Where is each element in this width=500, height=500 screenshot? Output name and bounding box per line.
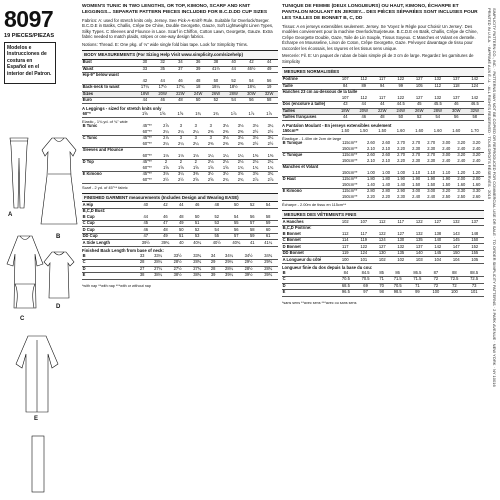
view-c-tunic-drawing (6, 234, 44, 314)
view-c-label: C (20, 316, 25, 322)
table-row: E Kimono 45"** 3⅛ 3¼ 3⅜ 3½ 3½ 3⅝ 3⅝ 3¾ (82, 171, 274, 177)
table-row: D 27 27¼ 27½ 27¾ 28 28¼ 28½ 28¾ (82, 266, 278, 272)
table-row: DD Cup 47 49 51 53 55 57 59 61 (82, 233, 278, 239)
french-fabrics: Tissus: A en jerseys extensibles seulement. Jersey. Se 'Voyez le Règle pour Choisir Un Jersey'. Des modèles conviennent pour la machine Overlock/Surjeteuse. B.C.D.E en Batik, Challis, Crêpe de Chine, Crêpe Georgette Double, Gaze, Toile de Lin Souple, Tissus Soyeux. C Manches et Volant en dentelle. Écharpe en Mousseline, Linon de Coton, Crêpe Georgette, Gaze. Prévoyez davantage de tissu pour raccorder les écossais, les rayures et les tissus sens unique. (282, 23, 478, 51)
scarf-drawing (28, 434, 48, 494)
table-row: Hanches 23 cm au-dessous de la taille (282, 89, 358, 95)
table-row: B Bonnet 112 117 122 127 132 138 143 148 (282, 231, 484, 237)
table-row: D Top 45"** 2 2 2 2⅛ 2⅛ 2⅛ 2⅛ 2¼ (82, 159, 274, 165)
french-pantalon-table (282, 128, 484, 134)
table-row: E 96.5 97 98 98.5 99 100 100 101 (282, 290, 484, 296)
table-row: A Side Length 39½ 39¾ 40 40¼ 40½ 40¾ 41 41¼ (82, 240, 278, 246)
french-footnote: *sans sens **avec sens ***avec ou sans sens (282, 300, 357, 305)
view-b-tunic-drawing (40, 136, 78, 226)
table-row: 60"** 1⅝ 1⅝ 1⅝ 1⅝ 1⅝ 1¾ 1¾ 1¾ (82, 165, 278, 171)
table-row: Euro 44 46 48 50 52 54 56 58 (82, 98, 278, 104)
table-row: B 33 33¼ 33½ 33¾ 34 34¼ 34½ 34¾ (82, 254, 278, 260)
table-row: 107 112 117 122 127 132 137 142 (282, 96, 484, 102)
english-back-length-table (82, 254, 278, 280)
table-row: B Tunique 115cm** 2.60 2.60 2.70 2.70 2.70 3.00 3.20 3.20 (282, 140, 481, 146)
table-row: Sizes 18W 20W 22W 24W 26W 28W 30W 32W (82, 91, 278, 97)
table-row: Waist 33 35 37 39 41½ 44 46½ 49 (82, 66, 278, 72)
english-back-length-heading: Finished Back Length from base of neck: (82, 248, 164, 254)
view-e-label: E (34, 416, 39, 422)
spanish-instructions-note: Modelos e Instrucciones de costura en Español en el interior del Patron. (4, 42, 56, 84)
english-finished-heading: FINISHED GARMENT measurements (Includes Design and Wearing EASE) (82, 193, 278, 203)
view-d-top-drawing (42, 250, 76, 300)
table-row: 150cm** 1.40 1.40 1.40 1.50 1.50 1.50 1.60 1.60 (282, 182, 484, 188)
table-row: C 70.5 70.5 71 71.5 71.5 72 72.5 72.5 (282, 277, 484, 283)
french-elastique: Élastique - 1.40m de 2cm de large (282, 135, 342, 141)
table-row: B,C,D Poitrine: (282, 225, 312, 231)
english-title: WOMEN'S TUNIC IN TWO LENGTHS, OR TOP, KIMONO, SCARF AND KNIT LEGGINGS... SEPARATE PATTERN PIECES INCLUDED FOR B.C.D.DD CUP SIZES (82, 4, 268, 15)
pattern-number: 8097 (4, 6, 54, 32)
english-column (82, 0, 278, 500)
pieces-count: 19 PIECES/PIEZAS (4, 33, 55, 39)
french-column (282, 0, 484, 500)
table-row: B Cup 44 46 48 50 52 54 56 58 (82, 214, 278, 220)
table-row: A Hanches 102 107 112 117 122 127 132 137 (282, 219, 484, 225)
table-row: 60"* 1⅝ 1⅝ 1⅝ 1¾ 1¾ 1⅞ 1⅞ 1⅞ (82, 111, 278, 117)
table-row: C Tunic 45"** 2⅞ 3 3 3 3⅛ 3⅛ 3⅛ 3¼ (82, 135, 274, 141)
table-row: 42 44 46 48 50 52 54 56 (82, 79, 278, 85)
table-row: Dos (encolure à taille) 43 44 44 44.5 45 45.5 46 46.5 (282, 102, 484, 108)
side-legal-line-1: SIMPLICITY PATTERN CO., INC. · PATTERNS MAY NOT BE COPIED OR REPRODUCED FOR COMMERCIAL USE OR SALE · TO ORDER SIMPLICITY PATTERNS · 2 PARK AVENUE · NEW YORK · NY 10016 (492, 8, 497, 387)
french-back-length-heading: Longueur finie du dos depuis la base du cou: (282, 265, 373, 271)
table-row: Taille 84 89 94 99 105 112 118 124 (282, 83, 484, 89)
table-row: DD Bonnet 119 124 130 135 140 145 150 155 (282, 250, 484, 256)
french-body-measurements-heading: MESURES NORMALISÉES (282, 67, 484, 77)
english-finished-table (82, 202, 278, 246)
table-row: Tailles françaises 44 46 48 50 52 54 56 58 (282, 114, 484, 120)
table-row: C Bonnet 114 119 124 130 135 140 145 150 (282, 237, 484, 243)
view-a-leggings-drawing (8, 136, 30, 210)
table-row: 150cm** 2.10 2.10 2.20 2.30 2.30 2.40 2.40 2.40 (282, 158, 484, 164)
french-pantalon-heading: A Pantalon Moulant - En jerseys extensibles seulement (282, 122, 392, 128)
table-row: 60"** 2¼ 2¼ 2¼ 2⅜ 2⅜ 2⅜ 2½ 2½ (82, 141, 278, 147)
table-row: 60"** 2½ 2½ 2⅝ 2⅝ 2¾ 2¾ 2⅞ 2⅞ (82, 177, 278, 183)
english-notions: Notions: Thread. E: One pkg. of ⅛" wide single fold bias tape. Look for Simplicity Trims. (82, 41, 248, 47)
table-row: C 28 28¼ 28½ 28¾ 29 29¼ 29½ 29¾ (82, 260, 278, 266)
table-row: Bust 30 32 34 36 38 40 42 44 (82, 60, 278, 66)
table-row: 60"** 2¼ 2¼ 2¼ 2⅜ 2⅜ 2⅜ 2½ 2½ (82, 129, 278, 135)
table-row: D Bonnet 117 122 127 132 137 142 147 152 (282, 244, 484, 250)
table-row: A Hip 40 42 44 46 48 50 52 54 (82, 202, 278, 208)
french-finished-heading: MESURES DES VÊTEMENTS FINIS (282, 210, 484, 220)
table-row: 150cm** 2.10 2.10 2.20 2.30 2.30 2.40 2.40 2.40 (282, 146, 484, 152)
french-echarpe: Écharpe - 2.00m de tissu en 115cm** (282, 201, 347, 207)
english-yardage-table (82, 124, 278, 184)
table-row: D Haut 115cm** 1.80 1.80 1.90 1.90 1.90 1.90 2.00 2.00 (282, 176, 481, 182)
table-row: E 38 38¼ 38½ 38¾ 39 39¼ 39½ 39¾ (82, 273, 278, 279)
left-column (0, 0, 78, 500)
table-row: 60"** 1⅛ 1⅛ 1⅛ 1¼ 1¼ 1¼ 1⅜ 1⅜ (82, 153, 278, 159)
english-fabrics: Fabrics: A: used for stretch knits only. Jersey. See Pick-A-Knit® Rule. Suitable for Overlock/Serger. B.C.D.E in Batiks, Challis, Crêpe De Chine, Double Georgette, Gauze, Soft Lightweight Linen Types, Silky Types. C Sleeves and Flounce in Lace. Scarf in Chiffon, Cotton Lawn, Georgette, Gauze. Extra fabric needed to match plaids, stripes or one-way design fabrics. (82, 17, 274, 40)
view-b-label: B (56, 234, 61, 240)
french-metrage-table (282, 141, 484, 201)
table-row: Hip-9" below waist (82, 72, 119, 78)
table-row: D 68.5 69 70 70.5 71 72 72 73 (282, 283, 484, 289)
table-row: C Tunique 115cm** 2.60 2.60 2.70 2.70 2.70 3.00 3.20 3.20 (282, 152, 481, 158)
table-row: Sleeves and Flounce (82, 147, 124, 153)
table-row: Tailles 18W 20W 22W 24W 26W 28W 30W 32W (282, 108, 484, 114)
french-finished-table (282, 219, 484, 263)
table-row: B,C,D Bust: (82, 208, 106, 214)
english-leggings-table (82, 111, 278, 117)
side-legal-text (486, 0, 500, 420)
table-row: E Kimono 115cm** 2.80 2.80 2.90 3.00 3.00 3.20 3.30 3.30 (282, 188, 481, 194)
table-row: 150cm** 1.00 1.00 1.00 1.10 1.10 1.10 1.20 1.20 (282, 170, 484, 176)
french-mercerie: Mercerie: Fil. E: Un paquet de ruban de biais simple pli de 3 cm de large. Regardez les garnitures de Simplicity (282, 53, 474, 64)
view-e-kimono-drawing (14, 334, 60, 414)
table-row: B 84 84.5 85 86 86.5 87 88 88.5 (282, 271, 484, 277)
table-row: B Tunic 45"** 2⅞ 3 3 3 3⅛ 3⅛ 3⅛ 3¼ (82, 123, 274, 129)
table-row: Back-neck to waist 17¼ 17½ 17¾ 18 18¼ 18½ 18¾ 19 (82, 85, 278, 91)
english-body-measurements-heading: BODY MEASUREMENTS (For Sizing Help Visit www.simplicity.com/sizehelp) (82, 50, 278, 60)
english-body-table (82, 60, 278, 104)
english-elastic: Elastic - 1¾ yd. of ¾" wide (82, 118, 128, 124)
french-body-table (282, 77, 484, 121)
table-row: A Longueur du côté 100 101 102 102 103 104 104 105 (282, 257, 484, 263)
side-legal-line-2: PRINTED IN U.S.A. · IMPRIMÉ AUX É.-U. · ALL RIGHTS RESERVED · TOUS DROITS RÉSERVÉS · 2015 (487, 8, 492, 199)
english-footnote: *with nap **with nap ***with or without nap (82, 283, 151, 288)
english-leggings-heading: A Leggings - sized for stretch knits only (82, 105, 162, 111)
french-back-length-table (282, 271, 484, 297)
view-d-label: D (56, 304, 61, 310)
view-a-label: A (8, 212, 13, 218)
french-title: TUNIQUE DE FEMME (DEUX LONGUEURS) OU HAUT, KIMONO, ÉCHARPE ET PANTALON MOULANT EN JERSEY... DES PIÈCES SÉPARÉES SONT INCLUSES POUR LES TAILLES DE BONNET B, C, DD (282, 4, 478, 21)
table-row: C Cup 45 47 49 51 53 55 57 59 (82, 220, 278, 226)
table-row: Manches et Volant (282, 164, 319, 170)
table-row: 150cm** 1.50 1.50 1.50 1.60 1.60 1.60 1.60 1.70 (282, 128, 484, 134)
table-row: Poitrine 107 112 117 122 127 132 137 142 (282, 77, 484, 83)
table-row: 150cm** 2.20 2.20 2.30 2.40 2.40 2.50 2.50 2.60 (282, 194, 484, 200)
english-scarf: Scarf - 2 yd. of 45"** fabric (82, 184, 128, 190)
table-row: D Cup 46 48 50 52 54 56 58 60 (82, 227, 278, 233)
